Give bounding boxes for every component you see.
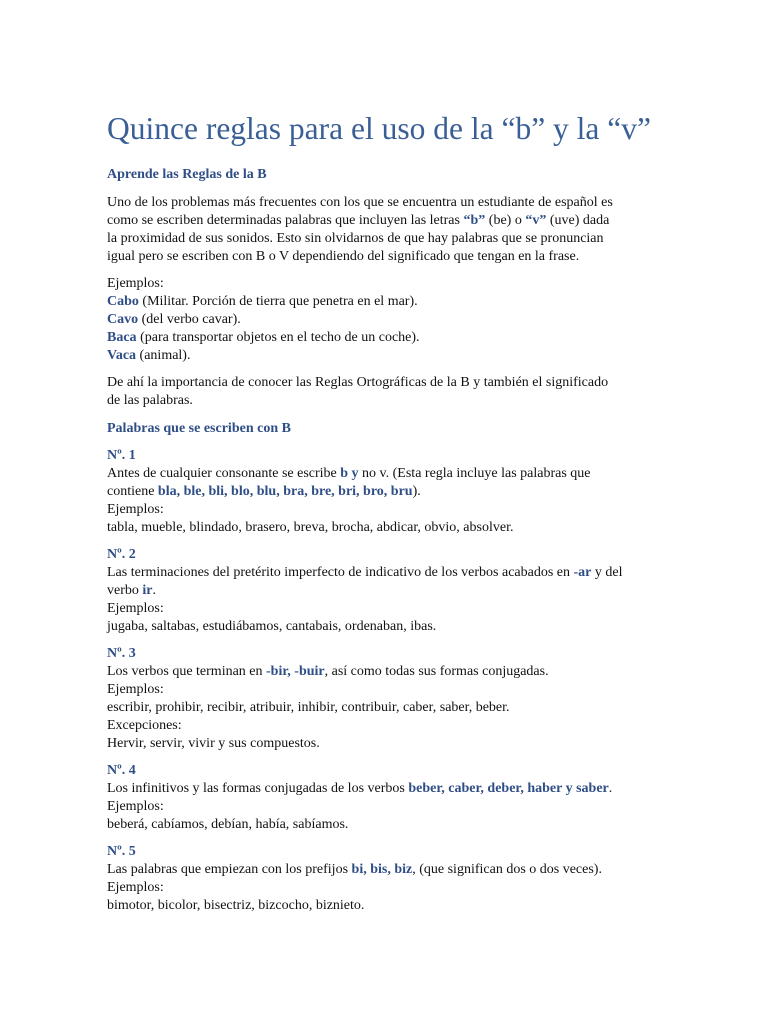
rule-2-line-2 xyxy=(107,582,623,600)
intro-line-3: la proximidad de sus sonidos. Esto sin olvidarnos de que hay palabras que se pronuncian xyxy=(107,231,604,246)
rule-number-1: Nº. 1 xyxy=(107,448,136,463)
rule-text: no v. (Esta regla incluye las palabras que xyxy=(358,466,591,481)
rule-text: Las terminaciones del pretérito imperfecto de indicativo de los verbos acabados en xyxy=(107,565,574,580)
importance-paragraph xyxy=(107,374,608,410)
example-desc: (Militar. Porción de tierra que penetra en el mar). xyxy=(138,294,418,309)
example-item xyxy=(107,311,420,329)
example-item xyxy=(107,347,420,365)
rule-3-exceptions: Hervir, servir, vivir y sus compuestos. xyxy=(107,736,320,751)
rule-text: contiene xyxy=(107,484,158,499)
rule-3-body xyxy=(107,663,549,753)
rule-2-body xyxy=(107,564,623,636)
rule-text: , así como todas sus formas conjugadas. xyxy=(324,664,549,679)
rule-text: . xyxy=(608,781,613,796)
letter-v: “v” xyxy=(525,213,547,228)
rule-number-5: Nº. 5 xyxy=(107,844,136,859)
letter-b: “b” xyxy=(463,213,486,228)
rule-1-line-1 xyxy=(107,465,591,483)
example-word: Cavo xyxy=(107,312,139,327)
example-desc: (del verbo cavar). xyxy=(138,312,241,327)
example-word: Vaca xyxy=(107,348,137,363)
rule-4-line-1 xyxy=(107,780,612,798)
rule-1-examples: tabla, mueble, blindado, brasero, breva, brocha, abdicar, obvio, absolver. xyxy=(107,520,514,535)
rule-1-body xyxy=(107,465,591,537)
rule-4-examples-label: Ejemplos: xyxy=(107,799,164,814)
rule-5-examples-label: Ejemplos: xyxy=(107,880,164,895)
rule-text: , (que significan dos o dos veces). xyxy=(412,862,602,877)
example-word: Cabo xyxy=(107,294,139,309)
rule-highlight: ir xyxy=(142,583,153,598)
rule-4-examples: beberá, cabíamos, debían, había, sabíamos. xyxy=(107,817,349,832)
rule-text: ). xyxy=(412,484,421,499)
rule-5-line-1 xyxy=(107,861,602,879)
intro-paragraph xyxy=(107,194,613,266)
rule-number-3: Nº. 3 xyxy=(107,646,136,661)
rule-number-4: Nº. 4 xyxy=(107,763,136,778)
rule-text: . xyxy=(152,583,156,598)
rule-highlight: -bir, -buir xyxy=(266,664,325,679)
intro-line-1: Uno de los problemas más frecuentes con los que se encuentra un estudiante de español es xyxy=(107,195,613,210)
example-desc: (para transportar objetos en el techo de un coche). xyxy=(136,330,420,345)
rule-3-examples: escribir, prohibir, recibir, atribuir, inhibir, contribuir, caber, saber, beber. xyxy=(107,700,510,715)
rule-highlight: b y xyxy=(340,466,359,481)
example-item xyxy=(107,293,420,311)
rule-1-line-2 xyxy=(107,483,591,501)
intro-text: (uve) dada xyxy=(546,213,610,228)
intro-text: (be) o xyxy=(485,213,526,228)
rule-highlight: bla, ble, bli, blo, blu, bra, bre, bri, bro, bru xyxy=(157,484,413,499)
rule-4-body xyxy=(107,780,612,834)
rule-text: Antes de cualquier consonante se escribe xyxy=(107,466,341,481)
examples-label: Ejemplos: xyxy=(107,276,164,291)
rule-3-exceptions-label: Excepciones: xyxy=(107,718,182,733)
importance-line-1: De ahí la importancia de conocer las Reglas Ortográficas de la B y también el significado xyxy=(107,375,609,390)
intro-line-4: igual pero se escriben con B o V dependiendo del significado que tengan en la frase. xyxy=(107,249,580,264)
intro-line-2 xyxy=(107,212,613,230)
subtitle: Aprende las Reglas de la B xyxy=(107,167,267,182)
rule-text: Los infinitivos y las formas conjugadas de los verbos xyxy=(107,781,409,796)
rule-2-line-1 xyxy=(107,564,623,582)
example-desc: (animal). xyxy=(136,348,191,363)
rule-5-body xyxy=(107,861,602,915)
rule-2-examples: jugaba, saltabas, estudiábamos, cantabais, ordenaban, ibas. xyxy=(107,619,437,634)
rule-3-examples-label: Ejemplos: xyxy=(107,682,164,697)
rule-number-2: Nº. 2 xyxy=(107,547,136,562)
rule-5-examples: bimotor, bicolor, bisectriz, bizcocho, biznieto. xyxy=(107,898,365,913)
rule-text: Los verbos que terminan en xyxy=(107,664,267,679)
rule-text: verbo xyxy=(107,583,143,598)
rule-highlight: -ar xyxy=(573,565,592,580)
section-heading-b: Palabras que se escriben con B xyxy=(107,421,291,436)
intro-text: como se escriben determinadas palabras que incluyen las letras xyxy=(107,213,464,228)
rule-1-examples-label: Ejemplos: xyxy=(107,502,164,517)
rule-text: y del xyxy=(591,565,623,580)
rule-highlight: bi, bis, biz xyxy=(351,862,413,877)
rule-highlight: beber, caber, deber, haber y saber xyxy=(408,781,609,796)
example-item xyxy=(107,329,420,347)
example-word: Baca xyxy=(107,330,137,345)
importance-line-2: de las palabras. xyxy=(107,393,193,408)
intro-examples xyxy=(107,275,420,365)
rule-text: Las palabras que empiezan con los prefijos xyxy=(107,862,352,877)
rule-2-examples-label: Ejemplos: xyxy=(107,601,164,616)
rule-3-line-1 xyxy=(107,663,549,681)
document-title: Quince reglas para el uso de la “b” y la “v” xyxy=(107,111,651,146)
